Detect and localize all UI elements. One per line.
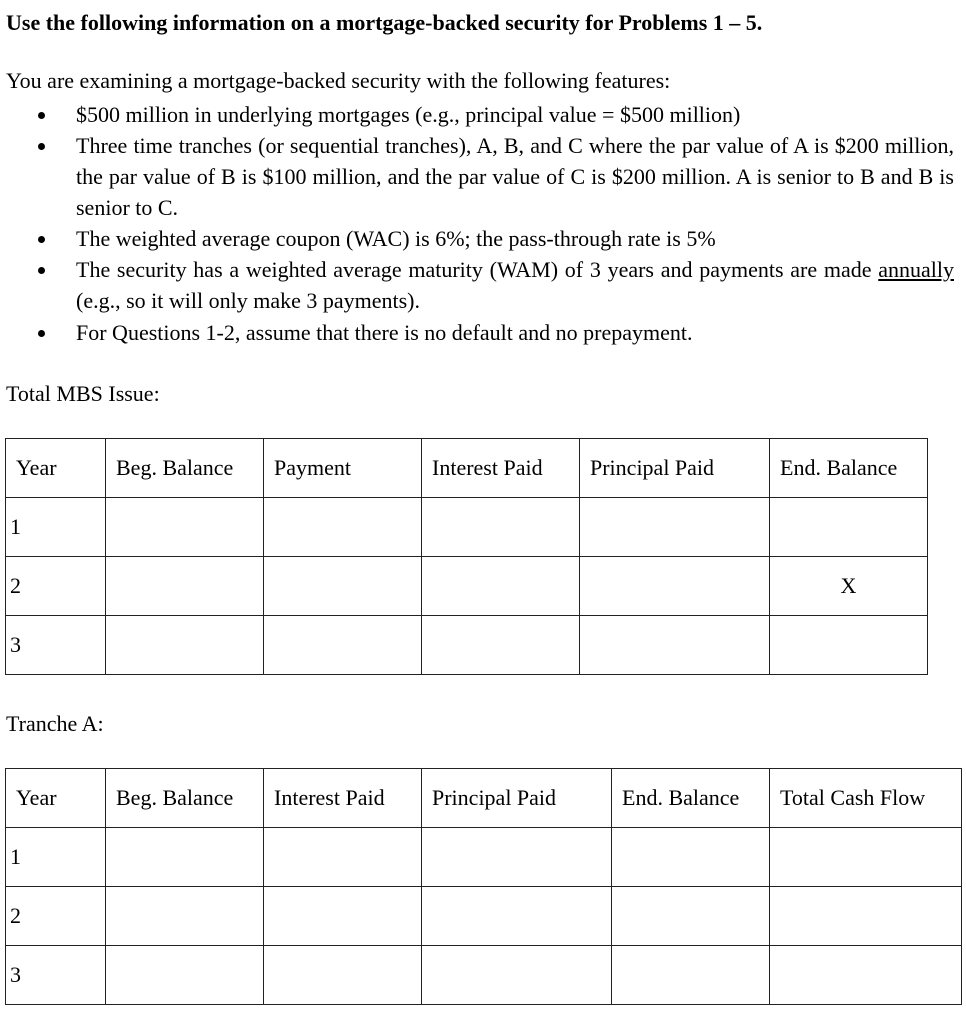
column-header: Interest Paid (422, 439, 580, 498)
table-cell[interactable] (612, 828, 770, 887)
column-header: Year (6, 439, 106, 498)
table-header-row (6, 439, 928, 498)
table-row (6, 828, 962, 887)
column-header: Beg. Balance (106, 769, 264, 828)
end-balance-cell[interactable] (770, 498, 928, 557)
feature-item-assumption (0, 317, 966, 348)
table-cell[interactable] (580, 498, 770, 557)
problem-heading: Use the following information on a mortgage-backed security for Problems 1 – 5. (6, 10, 763, 35)
table-row (6, 887, 962, 946)
column-header: Beg. Balance (106, 439, 264, 498)
table-cell[interactable] (580, 616, 770, 675)
table-cell[interactable] (106, 616, 264, 675)
column-header: Principal Paid (422, 769, 612, 828)
year-cell: 1 (6, 498, 106, 557)
total-mbs-table (5, 438, 928, 675)
table-cell[interactable] (612, 887, 770, 946)
year-cell: 1 (6, 828, 106, 887)
table-cell[interactable] (422, 946, 612, 1005)
table-cell[interactable] (264, 828, 422, 887)
table-cell[interactable] (264, 498, 422, 557)
bullet-icon (38, 236, 45, 243)
table-cell[interactable] (264, 616, 422, 675)
column-header: Interest Paid (264, 769, 422, 828)
table-cell[interactable] (106, 828, 264, 887)
feature-text (76, 257, 954, 313)
total-mbs-label: Total MBS Issue: (6, 381, 160, 406)
feature-text: Three time tranches (or sequential tranches), A, B, and C where the par value of A is $200 million, the par value of B is $100 million, and the par value of C is $200 million. A is senior to B and B is senior to C. (76, 133, 954, 220)
table-cell[interactable] (264, 887, 422, 946)
table-cell[interactable] (264, 557, 422, 616)
table-cell[interactable] (106, 887, 264, 946)
bullet-icon (38, 143, 45, 150)
table-row (6, 557, 928, 616)
feature-item-tranches (0, 130, 966, 223)
tranche-a-label: Tranche A: (6, 711, 104, 736)
year-cell: 2 (6, 887, 106, 946)
table-row (6, 498, 928, 557)
table-cell[interactable] (580, 557, 770, 616)
table-cell[interactable] (422, 887, 612, 946)
table-cell[interactable] (422, 828, 612, 887)
year-cell: 3 (6, 946, 106, 1005)
column-header: Payment (264, 439, 422, 498)
feature-item-principal (0, 99, 966, 130)
tranche-a-table (5, 768, 962, 1005)
intro-text: You are examining a mortgage-backed security with the following features: (6, 68, 671, 93)
column-header: Total Cash Flow (770, 769, 962, 828)
feature-text: $500 million in underlying mortgages (e.g., principal value = $500 million) (76, 102, 741, 127)
feature-text: The weighted average coupon (WAC) is 6%; the pass-through rate is 5% (76, 226, 716, 251)
table-cell[interactable] (770, 946, 962, 1005)
feature-item-coupon (0, 223, 966, 254)
column-header: End. Balance (612, 769, 770, 828)
table-cell[interactable] (106, 498, 264, 557)
feature-text-pre: The security has a weighted average maturity (WAM) of 3 years and payments are made (76, 257, 879, 282)
table-header-row (6, 769, 962, 828)
table-cell[interactable] (264, 946, 422, 1005)
bullet-icon (38, 330, 45, 337)
table-cell[interactable] (612, 946, 770, 1005)
table-cell[interactable] (770, 828, 962, 887)
year-cell: 3 (6, 616, 106, 675)
feature-text-post: (e.g., so it will only make 3 payments). (76, 288, 420, 313)
bullet-icon (38, 112, 45, 119)
feature-text: For Questions 1-2, assume that there is no default and no prepayment. (76, 320, 693, 345)
end-balance-cell[interactable]: X (770, 557, 928, 616)
year-cell: 2 (6, 557, 106, 616)
end-balance-cell[interactable] (770, 616, 928, 675)
bullet-icon (38, 267, 45, 274)
table-cell[interactable] (422, 557, 580, 616)
table-cell[interactable] (422, 498, 580, 557)
table-cell[interactable] (106, 557, 264, 616)
feature-item-maturity (0, 254, 966, 316)
feature-text-underlined: annually (878, 257, 954, 282)
table-cell[interactable] (106, 946, 264, 1005)
column-header: Year (6, 769, 106, 828)
table-row (6, 946, 962, 1005)
table-row (6, 616, 928, 675)
table-cell[interactable] (770, 887, 962, 946)
column-header: Principal Paid (580, 439, 770, 498)
table-cell[interactable] (422, 616, 580, 675)
column-header: End. Balance (770, 439, 928, 498)
